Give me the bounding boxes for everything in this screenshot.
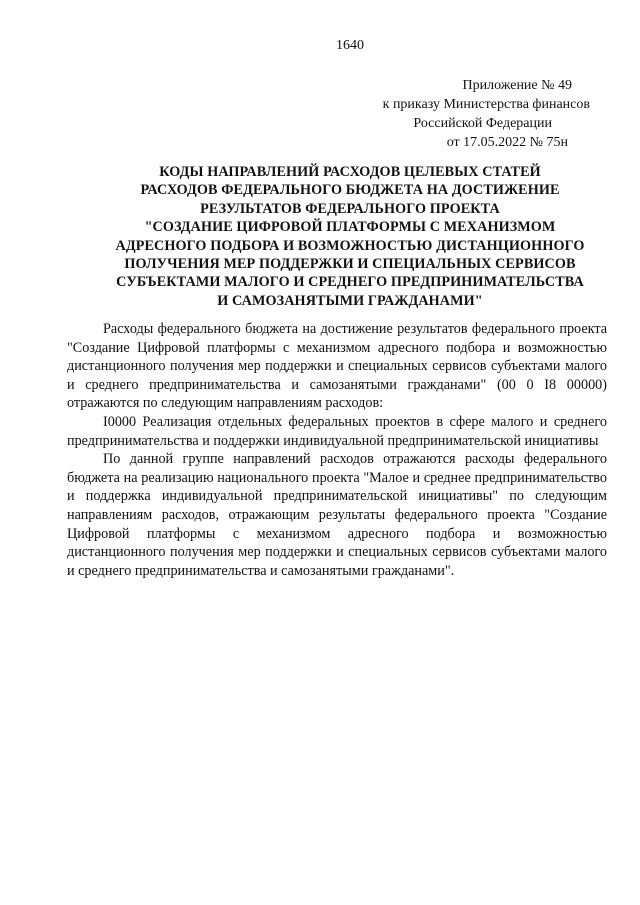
document-title: [40, 163, 640, 310]
title-line: АДРЕСНОГО ПОДБОРА И ВОЗМОЖНОСТЬЮ ДИСТАНЦИОННОГО: [115, 237, 585, 254]
body-paragraph-code-i0000: I0000 Реализация отдельных федеральных проектов в сфере малого и среднего предпринимательства и поддержки индивидуальной предпринимательской инициативы: [67, 413, 607, 449]
document-body: [67, 320, 607, 580]
body-paragraph-description: По данной группе направлений расходов отражаются расходы федерального бюджета на реализацию национального проекта "Малое и среднее предпринимательство и поддержка индивидуальной предпринимательской инициативы" по следующим направлениям расходов, отражающим результаты федерального проекта "Создание Цифровой платформы с механизмом адресного подбора и возможностью дистанционного получения мер поддержки и специальных сервисов субъектами малого и среднего предпринимательства и самозанятыми гражданами".: [67, 451, 607, 579]
title-line: СУБЪЕКТАМИ МАЛОГО И СРЕДНЕГО ПРЕДПРИНИМАТЕЛЬСТВА: [116, 274, 584, 291]
title-line: РАСХОДОВ ФЕДЕРАЛЬНОГО БЮДЖЕТА НА ДОСТИЖЕНИЕ: [140, 182, 560, 199]
title-line: И САМОЗАНЯТЫМИ ГРАЖДАНАМИ": [217, 292, 483, 309]
appendix-number: Приложение № 49: [462, 78, 572, 93]
appendix-order-reference: к приказу Министерства финансов: [382, 97, 590, 112]
title-line: ПОЛУЧЕНИЯ МЕР ПОДДЕРЖКИ И СПЕЦИАЛЬНЫХ СЕРВИСОВ: [124, 256, 576, 273]
page-number: 1640: [336, 38, 364, 53]
title-line: КОДЫ НАПРАВЛЕНИЙ РАСХОДОВ ЦЕЛЕВЫХ СТАТЕЙ: [159, 164, 541, 180]
body-paragraph-intro: Расходы федерального бюджета на достижение результатов федерального проекта "Создание Цифровой платформы с механизмом адресного подбора и возможностью дистанционного получения мер поддержки и специальных сервисов субъектами малого и среднего предпринимательства и самозанятыми гражданами" (00 0 I8 00000) отражаются по следующим направлениям расходов:: [67, 321, 607, 412]
appendix-order-date: от 17.05.2022 № 75н: [446, 135, 568, 150]
title-line: "СОЗДАНИЕ ЦИФРОВОЙ ПЛАТФОРМЫ С МЕХАНИЗМОМ: [144, 219, 556, 236]
appendix-header: [330, 76, 590, 152]
appendix-country: Российской Федерации: [413, 116, 552, 131]
title-line: РЕЗУЛЬТАТОВ ФЕДЕРАЛЬНОГО ПРОЕКТА: [200, 200, 500, 217]
